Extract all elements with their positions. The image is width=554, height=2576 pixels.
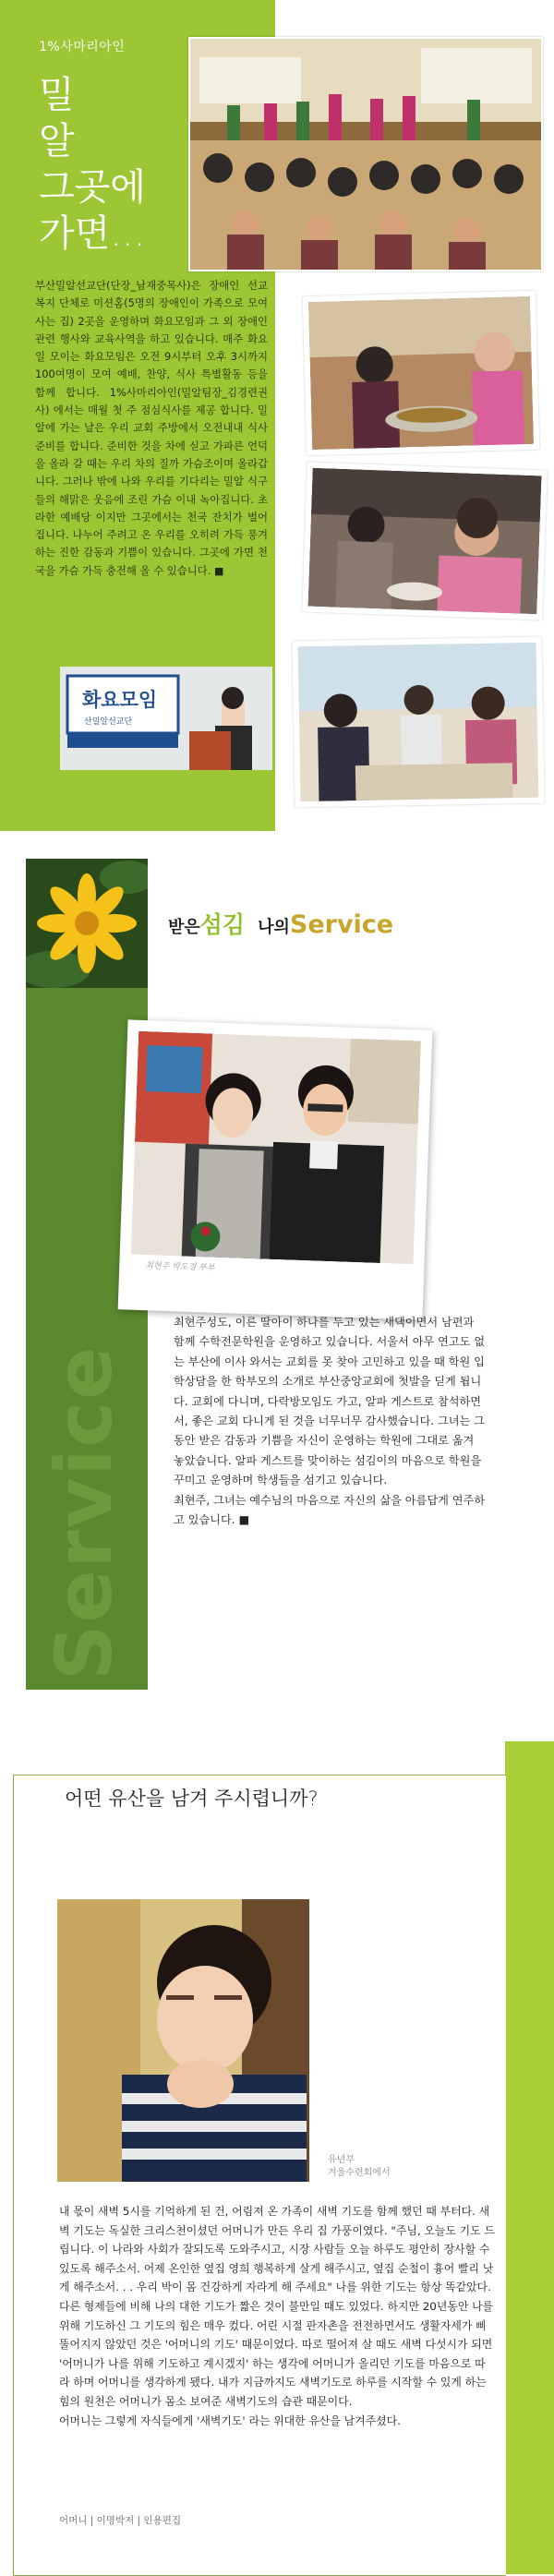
section-label: 1%사마리아인: [39, 40, 126, 54]
photo-caption: 유년부: [328, 2155, 355, 2165]
section3-body: [59, 2202, 495, 2430]
tuesday-meeting-sign-photo: [60, 667, 272, 770]
section3-title: 어떤 유산을 남겨 주시렵니까?: [65, 1788, 319, 1810]
photo-caption: 겨울수련회에서: [328, 2168, 391, 2178]
body-text: 최현주성도, 이른 딸아이 하나를 두고 있는 새댁이면서 남편과 함께 수학전문학원을 운영하고 있습니다. 서울서 아무 연고도 없는 부산에 이사 와서는 교회를 못 찾아 고민하고 있을 때 학원 입학상담을 한 학부모의 소개로 부산중앙교회에 첫발을 딛게 됩니다. 교회에 다니며, 다락방모임도 가고, 알파 게스트로 참석하면서, 좋은 교회 다니게 된 것을 너무너무 감사했습니다. 그녀는 그 동안 받은 감동과 기쁨을 자신이 운영하는 학원에 그대로 옮겨 놓았습니다. 알파 게스트를 맞이하는 섬김이의 마음으로 학원을 꾸미고 운영하며 학생들을 섬기고 있습니다.: [174, 1316, 486, 1487]
source-footer: 어머니 | 이명박저 | 인용편집: [59, 2515, 181, 2526]
heading-part: 받은: [168, 918, 200, 937]
sign-text: 화요모임: [82, 689, 158, 711]
section2-heading: [168, 907, 393, 940]
body-text: 부산밀알선교단(단장_남재중목사)은 장애인 선교복지 단체로 미션홈(5명의 장애인이 가족으로 모여 사는 집) 2곳을 운영하며 화요모임과 그 외 장애인 관련 행사와 교육사역을 하고 있습니다. 매주 화요일 모이는 화요모임은 오전 9시부터 오후 3시까지 100여명이 모여 예배, 찬양, 식사 특별활동 등을 함께 합니다. 1%사마리아인(밀알팀장_김경련권사) 에서는 매월 첫 주 점심식사를 제공 합니다. 밀알에 가는 날은 우리 교회 주방에서 오전내내 식사 준비를 합니다. 준비한 것을 차에 싣고 가파른 언덕을 올라 갈 때는 우리 차의 질까 가슴조이며 올라갑니다. 그러나 밖에 나와 우리를 기다리는 밀알 식구들의 해맑은 웃음에 조린 가슴 이내 녹아집니다. 초라한 예배당 이지만 그곳에서는 천국 잔치가 벌어집니다. 나누어 주려고 온 우리를 오히려 가득 풍겨 하는 진한 감동과 기쁨이 있습니다. 그곳에 가면 천국을 가슴 가득 충전해 올 수 있습니다.: [35, 279, 268, 577]
end-mark: ■: [238, 1513, 250, 1527]
couple-photo: [118, 1019, 433, 1319]
heading-part: 섬김: [199, 911, 246, 938]
section1-title: [39, 72, 177, 257]
section3-green-band: [505, 1741, 554, 2574]
yellow-flower-image: [26, 859, 148, 988]
body-text: 최현주, 그녀는 예수님의 마음으로 자신의 삶을 아름답게 연주하고 있습니다.: [174, 1493, 486, 1527]
title-line: 그곳에: [39, 166, 146, 209]
group-worship-photo: [188, 37, 543, 271]
photo-caption: 최현주 박도경 부부: [145, 1261, 215, 1273]
sign-subtext: 산밀알선교단: [84, 717, 133, 727]
body-paragraph: 어머니는 그렇게 자식들에게 '새벽기도' 라는 위대한 유산을 남겨주셨다.: [59, 2413, 401, 2427]
title-line: 밀: [39, 74, 75, 116]
section2-body: [174, 1313, 486, 1530]
end-mark: ■: [214, 564, 224, 577]
section1-body: [35, 277, 268, 580]
heading-part: 나의: [258, 918, 290, 937]
title-line: 가면...: [39, 212, 146, 255]
meal-serving-photo: [303, 291, 539, 456]
boy-praying-photo: [57, 1899, 309, 2182]
ladies-eating-photo: [302, 463, 547, 620]
heading-part: Service: [289, 910, 394, 939]
title-line: 알: [39, 120, 75, 163]
body-paragraph: 내 몫이 새벽 5시를 기억하게 된 건, 어림져 온 가족이 새벽 기도를 함께 했던 때 부터다. 새벽 기도는 독실한 크리스천이셨던 어머니가 만든 우리 집 가풍이였다. "주님, 오늘도 기도 드립니다. 이 나라와 사회가 잘되도록 도와주시고, 시장 사람들 오늘 하루도 평안히 장사할 수 있도록 해주소서. 어제 온인한 옆집 영희 행복하게 살게 해주시고, 옆집 순철이 흉어 빨리 낫게 해주소서. . . 우리 박이 몸 건강하게 자라게 해 주세요" 나를 위한 기도는 항상 똑같았다. 다른 형제들에 비해 나의 대한 기도가 짧은 것이 불만일 때도 있었다. 하지만 20년동안 나를 위해 기도하신 그 기도의 힘은 매우 컸다. 어린 시절 판자촌을 전전하면서도 생활자세가 삐뚤어지지 않았던 것은 '어머니의 기도' 때문이었다. 따로 떨어져 살 때도 새벽 다섯시가 되면 '어머니가 나를 위해 기도하고 계시겠지' 하는 생각에 어머니가 올리던 기도를 마음으로 따라 하며 어머니를 생각하게 됐다. 내가 지금까지도 새벽기도로 하루를 시작할 수 있게 하는 힘의 원천은 어머니가 몸소 보여준 새벽기도의 습관 때문이다.: [59, 2205, 495, 2408]
vertical-word: Service: [39, 1344, 129, 1680]
table-fellowship-photo: [292, 637, 544, 808]
